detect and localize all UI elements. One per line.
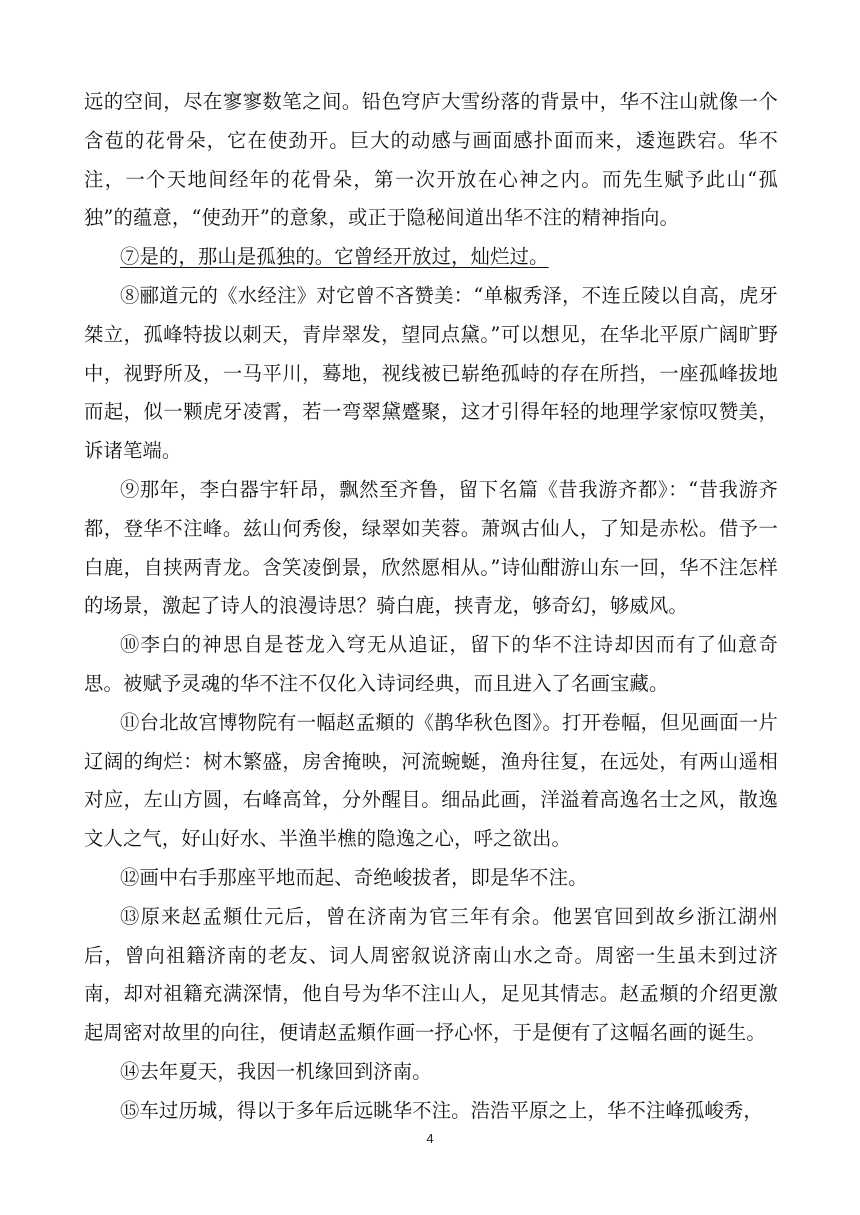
paragraph-7 [84, 238, 778, 277]
page-number: 4 [426, 1131, 434, 1146]
document-page [84, 83, 778, 1131]
paragraph-15: ⑮车过历城，得以于多年后远眺华不注。浩浩平原之上，华不注峰孤峻秀， [120, 1098, 763, 1122]
paragraph-14: ⑭去年夏天，我因一机缘回到济南。 [120, 1059, 432, 1083]
paragraph-12: ⑫画中右手那座平地而起、奇绝峻拔者，即是华不注。 [120, 865, 588, 889]
paragraph-13: ⑬原来赵孟頫仕元后，曾在济南为官三年有余。他罢官回到故乡浙江湖州后，曾向祖籍济南的老友、词人周密叙说济南山水之奇。周密一生虽未到过济南，却对祖籍充满深情，他自号为华不注山人，足见其情志。赵孟頫的介绍更激起周密对故里的向往，便请赵孟頫作画一抒心怀，于是便有了这幅名画的诞生。 [84, 904, 778, 1045]
paragraph-6-continued: 远的空间，尽在寥寥数笔之间。铅色穹庐大雪纷落的背景中，华不注山就像一个含苞的花骨朵，它在使劲开。巨大的动感与画面感扑面而来，逶迤跌宕。华不注，一个天地间经年的花骨朵，第一次开放在心神之内。而先生赋予此山“孤独”的蕴意，“使劲开”的意象，或正于隐秘间道出华不注的精神指向。 [84, 90, 778, 230]
paragraph-8: ⑧郦道元的《水经注》对它曾不吝赞美：“单椒秀泽，不连丘陵以自高，虎牙桀立，孤峰特拔以刺天，青岸翠发，望同点黛。”可以想见，在华北平原广阔旷野中，视野所及，一马平川，蓦地，视线被已崭绝孤峙的存在所挡，一座孤峰拔地而起，似一颗虎牙凌霄，若一弯翠黛蹙聚，这才引得年轻的地理学家惊叹赞美，诉诸笔端。 [84, 283, 778, 463]
paragraph-11: ⑪台北故宫博物院有一幅赵孟頫的《鹊华秋色图》。打开卷幅，但见画面一片辽阔的绚烂：树木繁盛，房舍掩映，河流蜿蜒，渔舟往复，在远处，有两山遥相对应，左山方圆，右峰高耸，分外醒目。细品此画，洋溢着高逸名士之风，散逸文人之气，好山好水、半渔半樵的隐逸之心，呼之欲出。 [84, 710, 778, 851]
underlined-sentence: ⑦是的，那山是孤独的。它曾经开放过，灿烂过。 [120, 245, 549, 269]
paragraph-9: ⑨那年，李白器宇轩昂，飘然至齐鲁，留下名篇《昔我游齐都》：“昔我游齐都，登华不注峰。兹山何秀俊，绿翠如芙蓉。萧飒古仙人，了知是赤松。借予一白鹿，自挟两青龙。含笑凌倒景，欣然愿相从。”诗仙酣游山东一回，华不注怎样的场景，激起了诗人的浪漫诗思？骑白鹿，挟青龙，够奇幻，够威风。 [84, 477, 778, 618]
paragraph-10: ⑩李白的神思自是苍龙入穹无从追证，留下的华不注诗却因而有了仙意奇思。被赋予灵魂的华不注不仅化入诗词经典，而且进入了名画宝藏。 [84, 633, 778, 695]
